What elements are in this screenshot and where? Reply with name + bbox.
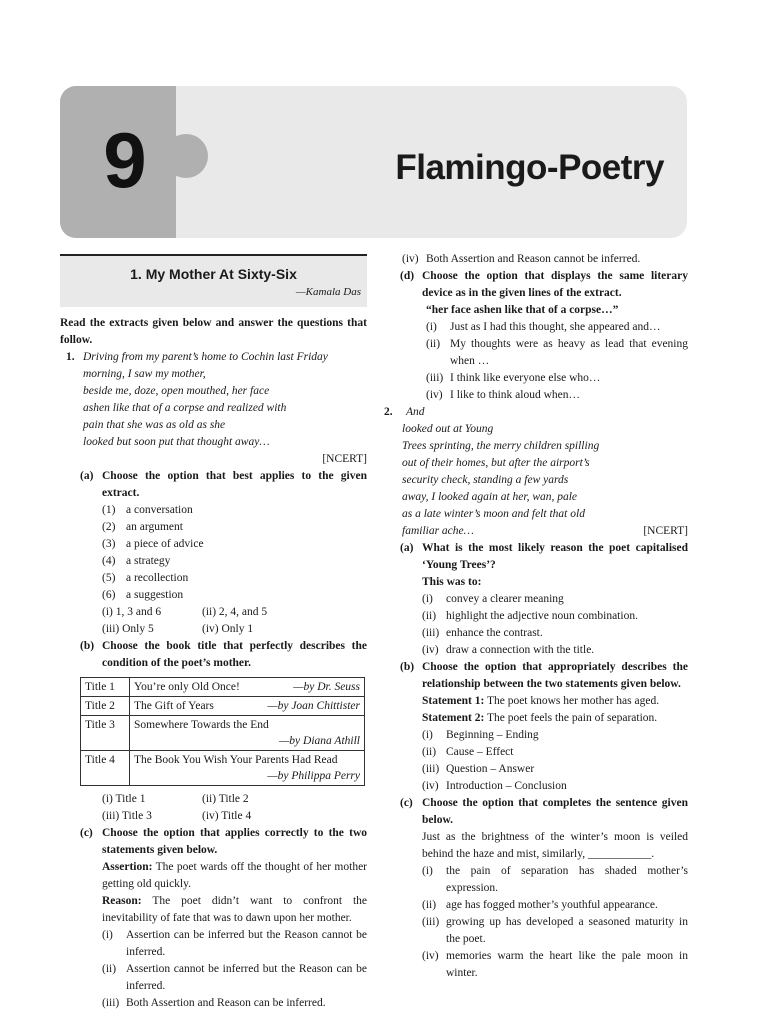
option-text: My thoughts were as heavy as lead that evening when … (450, 338, 688, 367)
list-item (60, 519, 367, 536)
choice: (ii) 2, 4, and 5 (202, 606, 268, 618)
assertion-text: The poet wards off the thought of her mother getting old quickly. (102, 861, 367, 890)
sub-label: (b) (400, 661, 415, 673)
option-text: I think like everyone else who… (450, 372, 601, 384)
reason-label: Reason: (102, 895, 142, 907)
sub-text: What is the most likely reason the poet capitalised ‘Young Trees’? (422, 542, 688, 571)
verse-line: looked out at Young (402, 423, 494, 435)
item-text: a conversation (126, 504, 193, 516)
question-1 (60, 349, 367, 366)
reason (60, 893, 367, 927)
statement-2 (384, 710, 688, 727)
choice: (i) 1, 3 and 6 (102, 606, 162, 618)
lead-text: This was to: (422, 576, 482, 588)
item-text: a recollection (126, 572, 189, 584)
verse-line: ashen like that of a corpse and realized with (83, 402, 287, 414)
source-tag: [NCERT] (322, 453, 367, 465)
item-label: (1) (102, 504, 116, 516)
table-cell (130, 697, 365, 716)
question-number: 1. (66, 351, 75, 363)
left-column (60, 254, 367, 1012)
option (384, 591, 688, 608)
statement-1 (384, 693, 688, 710)
instructions: Read the extracts given below and answer the questions that follow. (60, 317, 367, 346)
sub-label: (a) (80, 470, 94, 482)
sub-question-c (60, 825, 367, 859)
item-label: (5) (102, 572, 116, 584)
assertion (60, 859, 367, 893)
option (384, 897, 688, 914)
option-label: (iv) (422, 780, 439, 792)
option (384, 642, 688, 659)
option-label: (ii) (426, 338, 441, 350)
choice-row (60, 621, 367, 638)
option (60, 927, 367, 961)
verse-line: morning, I saw my mother, (83, 368, 206, 380)
option-label: (iv) (402, 253, 419, 265)
item-label: (6) (102, 589, 116, 601)
option-label: (i) (422, 593, 433, 605)
option-text: Both Assertion and Reason can be inferred. (126, 997, 326, 1009)
verse-line: Trees sprinting, the merry children spilling (402, 440, 600, 452)
option-label: (iii) (422, 916, 440, 928)
option-label: (ii) (422, 610, 437, 622)
statement-label: Statement 1: (422, 695, 485, 707)
option (384, 387, 688, 404)
book-titles-table (80, 677, 365, 786)
statement-text: The poet knows her mother has aged. (486, 695, 660, 707)
verse-line: as a late winter’s moon and felt that old (402, 508, 585, 520)
verse-line: out of their homes, but after the airport’s (402, 457, 590, 469)
option-text: Assertion can be inferred but the Reason cannot be inferred. (126, 929, 367, 958)
item-text: a strategy (126, 555, 171, 567)
sentence-prompt: Just as the brightness of the winter’s moon is veiled behind the haze and mist, similarly, ___________. (422, 831, 688, 860)
poem-title: 1. My Mother At Sixty-Six (130, 266, 297, 282)
sub-label: (a) (400, 542, 414, 554)
sub-question-b (384, 659, 688, 693)
table-row (81, 697, 365, 716)
option-text: convey a clearer meaning (446, 593, 564, 605)
option-text: Introduction – Conclusion (446, 780, 567, 792)
question-2 (384, 404, 688, 421)
option-label: (iii) (426, 372, 444, 384)
option (384, 336, 688, 370)
source-tag: [NCERT] (643, 525, 688, 537)
item-label: (2) (102, 521, 116, 533)
poem-heading-box (60, 254, 367, 307)
book-author: —by Diana Athill (279, 735, 360, 747)
sub-text: Choose the option that applies correctly to the two statements given below. (102, 827, 367, 856)
option (384, 863, 688, 897)
sub-question-d (384, 268, 688, 302)
option-text: Beginning – Ending (446, 729, 539, 741)
chapter-title: Flamingo-Poetry (395, 148, 664, 187)
item-text: a piece of advice (126, 538, 204, 550)
sub-label: (d) (400, 270, 415, 282)
choice: (ii) Title 2 (202, 793, 249, 805)
list-item (60, 502, 367, 519)
list-item (60, 536, 367, 553)
book-title: Somewhere Towards the End (134, 719, 269, 731)
sub-text: Choose the option that best applies to the given extract. (102, 470, 367, 499)
verse-line: away, I looked again at her, wan, pale (402, 491, 578, 503)
option-label: (ii) (102, 963, 117, 975)
assertion-label: Assertion: (102, 861, 153, 873)
option (60, 961, 367, 995)
sub-label: (c) (400, 797, 413, 809)
choice-row (60, 808, 367, 825)
right-column (384, 251, 688, 982)
sub-label: (c) (80, 827, 93, 839)
book-title: The Book You Wish Your Parents Had Read (134, 754, 338, 766)
choice: (iv) Only 1 (202, 623, 254, 635)
table-row (81, 678, 365, 697)
option-label: (iii) (422, 627, 440, 639)
sub-text: Choose the option that appropriately describes the relationship between the two statements given below. (422, 661, 688, 690)
table-cell (130, 716, 365, 751)
book-author: —by Dr. Seuss (293, 681, 360, 693)
verse-line: pain that she was as old as she (83, 419, 226, 431)
verse-line: And (406, 406, 425, 418)
option-text: age has fogged mother’s youthful appearance. (446, 899, 658, 911)
option-text: Question – Answer (446, 763, 535, 775)
list-item (60, 570, 367, 587)
item-label: (4) (102, 555, 116, 567)
choice: (iv) Title 4 (202, 810, 252, 822)
sub-question-a (60, 468, 367, 502)
item-text: a suggestion (126, 589, 184, 601)
book-title: The Gift of Years (134, 700, 214, 712)
option-text: draw a connection with the title. (446, 644, 595, 656)
option (384, 370, 688, 387)
option-label: (ii) (422, 746, 437, 758)
option-text: Both Assertion and Reason cannot be inferred. (426, 253, 641, 265)
option-text: Assertion cannot be inferred but the Reason can be inferred. (126, 963, 367, 992)
item-label: (3) (102, 538, 116, 550)
option-label: (i) (102, 929, 113, 941)
verse-last-row (384, 523, 688, 540)
option-text: growing up has developed a seasoned maturity in the poet. (446, 916, 688, 945)
table-cell: Title 3 (81, 716, 130, 751)
poem-author: —Kamala Das (295, 286, 361, 298)
book-title: You’re only Old Once! (134, 681, 240, 693)
table-row (81, 751, 365, 786)
option-text: Just as I had this thought, she appeared and… (450, 321, 661, 333)
sub-text: Choose the option that completes the sentence given below. (422, 797, 688, 826)
choice-row (60, 604, 367, 621)
question-number: 2. (384, 406, 393, 418)
option-label: (iii) (102, 997, 120, 1009)
option-label: (iii) (422, 763, 440, 775)
table-cell (130, 751, 365, 786)
list-item (60, 587, 367, 604)
option (384, 625, 688, 642)
sub-text: Choose the option that displays the same literary device as in the given lines of the extract. (422, 270, 688, 299)
choice-row (60, 791, 367, 808)
option (384, 727, 688, 744)
statement-text: The poet feels the pain of separation. (486, 712, 658, 724)
sub-label: (b) (80, 640, 95, 652)
table-row (81, 716, 365, 751)
verse-line: beside me, doze, open mouthed, her face (83, 385, 270, 397)
option-label: (ii) (422, 899, 437, 911)
option-label: (i) (426, 321, 437, 333)
item-text: an argument (126, 521, 183, 533)
option (384, 608, 688, 625)
chapter-number: 9 (103, 116, 147, 204)
option-label: (iv) (422, 644, 439, 656)
list-item (60, 553, 367, 570)
table-cell: Title 4 (81, 751, 130, 786)
option-text: I like to think aloud when… (450, 389, 580, 401)
option (384, 319, 688, 336)
option-text: enhance the contrast. (446, 627, 543, 639)
sub-question-b (60, 638, 367, 672)
option (384, 948, 688, 982)
choice: (iii) Only 5 (102, 623, 154, 635)
option-text: highlight the adjective noun combination. (446, 610, 638, 622)
option-label: (iv) (426, 389, 443, 401)
verse-line: looked but soon put that thought away… (83, 436, 270, 448)
sub-question-a (384, 540, 688, 574)
option (60, 995, 367, 1012)
book-author: —by Joan Chittister (267, 700, 360, 712)
option (384, 744, 688, 761)
option-text: memories warm the heart like the pale moon in winter. (446, 950, 688, 979)
reason-text: The poet didn’t want to confront the inevitability of fate that was to dawn upon her mother. (102, 895, 367, 924)
sub-question-c (384, 795, 688, 829)
puzzle-tab (164, 134, 208, 178)
option-label: (iv) (422, 950, 439, 962)
table-cell: Title 1 (81, 678, 130, 697)
option-label: (i) (422, 865, 433, 877)
choice: (i) Title 1 (102, 793, 146, 805)
option-label: (i) (422, 729, 433, 741)
verse-line: familiar ache… (402, 525, 474, 537)
verse-line: Driving from my parent’s home to Cochin last Friday (83, 351, 328, 363)
quoted-line: “her face ashen like that of a corpse…” (426, 304, 619, 316)
table-cell (130, 678, 365, 697)
option (384, 761, 688, 778)
statement-label: Statement 2: (422, 712, 485, 724)
option (384, 251, 688, 268)
option (384, 914, 688, 948)
sub-text: Choose the book title that perfectly describes the condition of the poet’s mother. (102, 640, 367, 669)
table-cell: Title 2 (81, 697, 130, 716)
option-text: the pain of separation has shaded mother’s expression. (446, 865, 688, 894)
choice: (iii) Title 3 (102, 810, 152, 822)
verse-line: security check, standing a few yards (402, 474, 569, 486)
book-author: —by Philippa Perry (267, 770, 360, 782)
option-text: Cause – Effect (446, 746, 514, 758)
option (384, 778, 688, 795)
